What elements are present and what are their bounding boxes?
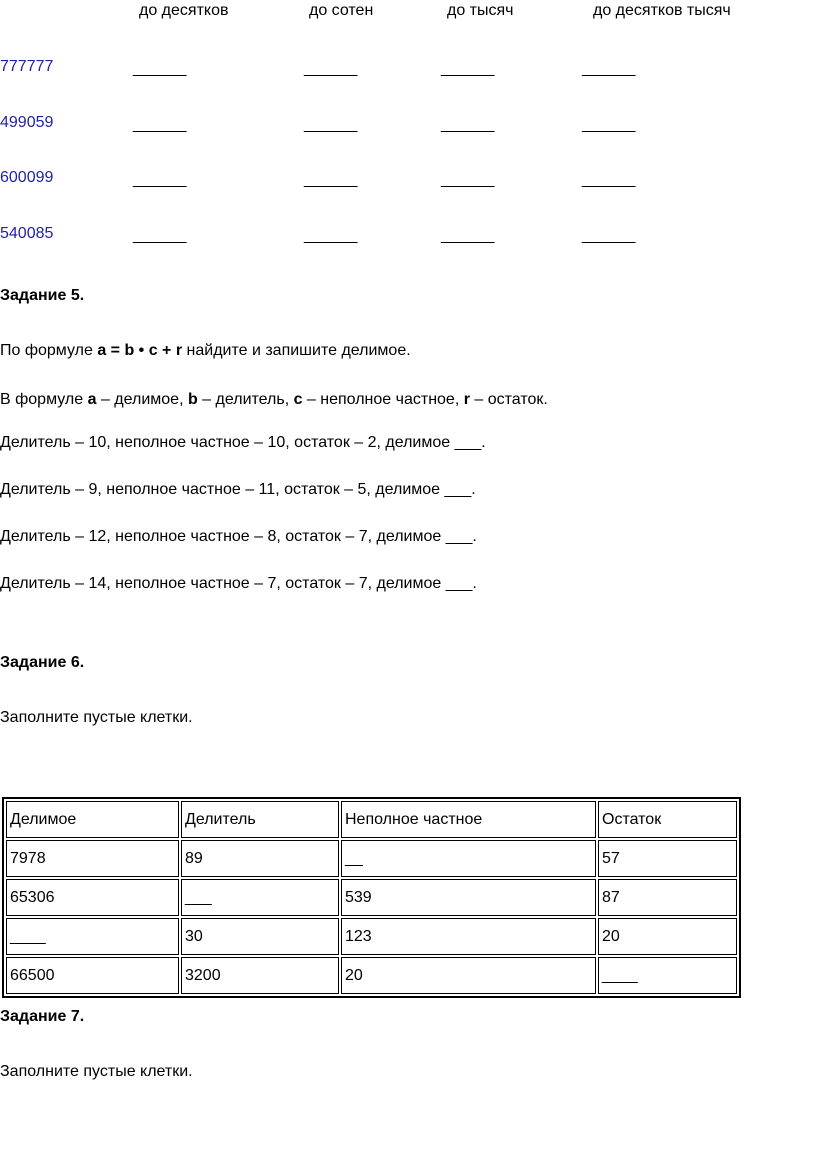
- table-cell: 539: [341, 879, 596, 916]
- table-cell: 20: [341, 957, 596, 994]
- table-cell: 30: [181, 918, 339, 955]
- header-tens: до десятков: [139, 2, 229, 19]
- blank[interactable]: ______: [441, 171, 495, 188]
- number-2: 499059: [0, 114, 54, 131]
- table-header-row: [6, 801, 737, 838]
- table-row: [6, 840, 737, 877]
- formula: a = b • c + r: [97, 342, 183, 359]
- blank[interactable]: ______: [582, 227, 636, 244]
- table-cell: 123: [341, 918, 596, 955]
- blank[interactable]: ______: [304, 171, 358, 188]
- blank[interactable]: ______: [304, 116, 358, 133]
- table-cell: 66500: [6, 957, 179, 994]
- blank[interactable]: ______: [582, 116, 636, 133]
- task7-instruction: Заполните пустые клетки.: [0, 1063, 193, 1080]
- table-header: Остаток: [598, 801, 737, 838]
- header-thousands: до тысяч: [447, 2, 514, 19]
- blank[interactable]: ______: [582, 60, 636, 77]
- table-header: Делимое: [6, 801, 179, 838]
- table-row: [6, 957, 737, 994]
- task7-title: Задание 7.: [0, 1008, 85, 1025]
- header-hundreds: до сотен: [309, 2, 374, 19]
- table-cell: 87: [598, 879, 737, 916]
- blank[interactable]: ______: [133, 171, 187, 188]
- blank[interactable]: ______: [304, 60, 358, 77]
- blank[interactable]: ______: [441, 227, 495, 244]
- table-row: [6, 918, 737, 955]
- table-cell: 3200: [181, 957, 339, 994]
- task5-legend: В формуле a – делимое, b – делитель, c – неполное частное, r – остаток.: [0, 391, 548, 408]
- number-1: 777777: [0, 58, 54, 75]
- header-ten-thousands: до десятков тысяч: [593, 2, 731, 19]
- task6-title: Задание 6.: [0, 654, 85, 671]
- division-table: [2, 797, 741, 998]
- table-cell-blank[interactable]: ____: [598, 957, 737, 994]
- task5-title: Задание 5.: [0, 287, 85, 304]
- task5-item-3: Делитель – 12, неполное частное – 8, остаток – 7, делимое ___.: [0, 528, 477, 545]
- blank[interactable]: ______: [441, 60, 495, 77]
- task5-item-1: Делитель – 10, неполное частное – 10, остаток – 2, делимое ___.: [0, 434, 486, 451]
- blank[interactable]: ______: [133, 60, 187, 77]
- blank[interactable]: ______: [441, 116, 495, 133]
- task6-instruction: Заполните пустые клетки.: [0, 709, 193, 726]
- table-cell-blank[interactable]: ___: [181, 879, 339, 916]
- table-cell: 20: [598, 918, 737, 955]
- blank[interactable]: ______: [582, 171, 636, 188]
- task5-intro: По формуле a = b • c + r найдите и запишите делимое.: [0, 342, 411, 359]
- table-cell-blank[interactable]: __: [341, 840, 596, 877]
- number-3: 600099: [0, 169, 54, 186]
- number-4: 540085: [0, 225, 54, 242]
- table-cell: 7978: [6, 840, 179, 877]
- blank[interactable]: ______: [133, 116, 187, 133]
- task5-item-4: Делитель – 14, неполное частное – 7, остаток – 7, делимое ___.: [0, 575, 477, 592]
- table-cell: 65306: [6, 879, 179, 916]
- table-cell: 89: [181, 840, 339, 877]
- blank[interactable]: ______: [133, 227, 187, 244]
- task5-item-2: Делитель – 9, неполное частное – 11, остаток – 5, делимое ___.: [0, 481, 476, 498]
- table-row: [6, 879, 737, 916]
- table-header: Делитель: [181, 801, 339, 838]
- table-cell: 57: [598, 840, 737, 877]
- blank[interactable]: ______: [304, 227, 358, 244]
- table-cell-blank[interactable]: ____: [6, 918, 179, 955]
- table-header: Неполное частное: [341, 801, 596, 838]
